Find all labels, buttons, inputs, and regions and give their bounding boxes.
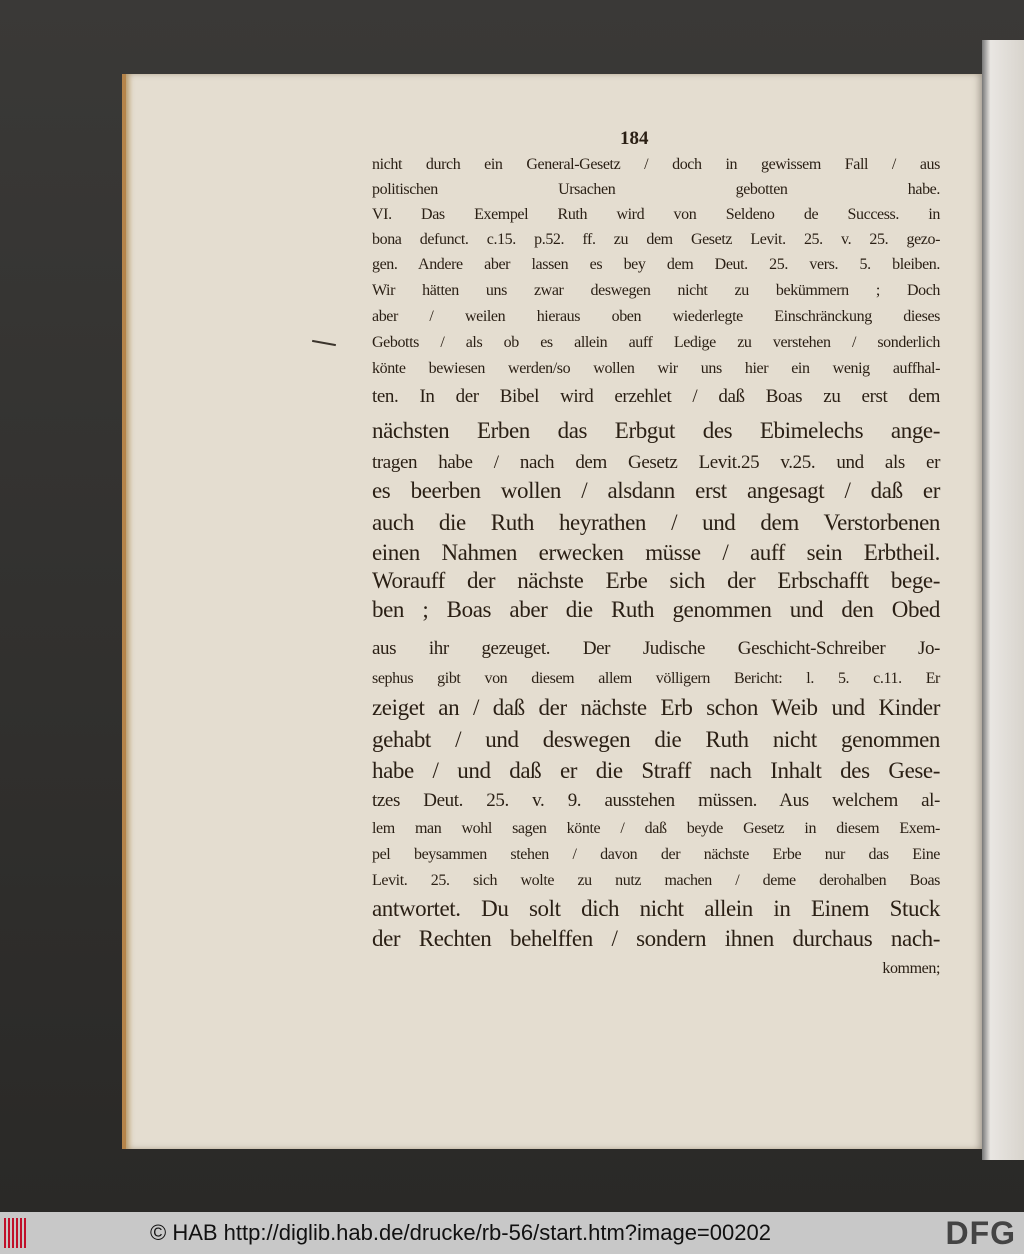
text-line: gen. Andere aber lassen es bey dem Deut. 25. vers. 5. bleiben. — [372, 256, 940, 273]
text-line: Gebotts / als ob es allein auff Ledige zu verstehen / sonderlich — [372, 334, 940, 351]
text-line: Levit. 25. sich wolte zu nutz machen / deme derohalben Boas — [372, 872, 940, 889]
text-line: tragen habe / nach dem Gesetz Levit.25 v.25. und als er — [372, 452, 940, 473]
catchword: kommen; — [882, 960, 940, 977]
text-line: ten. In der Bibel wird erzehlet / daß Boas zu erst dem — [372, 386, 940, 407]
text-line: Wir hätten uns zwar deswegen nicht zu bekümmern ; Doch — [372, 282, 940, 299]
text-line: bona defunct. c.15. p.52. ff. zu dem Gesetz Levit. 25. v. 25. gezo- — [372, 231, 940, 248]
text-line: antwortet. Du solt dich nicht allein in Einem Stuck — [372, 896, 940, 921]
text-line: zeiget an / daß der nächste Erb schon Weib und Kinder — [372, 695, 940, 720]
text-line: Worauff der nächste Erbe sich der Erbschafft bege- — [372, 568, 940, 593]
hab-logo-icon — [4, 1218, 26, 1248]
text-line: VI. Das Exempel Ruth wird von Seldeno de Success. in — [372, 206, 940, 223]
copyright-url[interactable]: © HAB http://diglib.hab.de/drucke/rb-56/start.htm?image=00202 — [150, 1220, 771, 1245]
text-line: der Rechten behelffen / sondern ihnen durchaus nach- — [372, 926, 940, 951]
text-line: pel beysammen stehen / davon der nächste Erbe nur das Eine — [372, 846, 940, 863]
text-line: politischen Ursachen gebotten habe. — [372, 181, 940, 198]
text-line: tzes Deut. 25. v. 9. ausstehen müssen. Aus welchem al- — [372, 790, 940, 811]
text-line: gehabt / und deswegen die Ruth nicht genommen — [372, 727, 940, 752]
text-line: nächsten Erben das Erbgut des Ebimelechs ange- — [372, 418, 940, 443]
text-line: auch die Ruth heyrathen / und dem Verstorbenen — [372, 510, 940, 535]
text-line: lem man wohl sagen könte / daß beyde Gesetz in diesem Exem- — [372, 820, 940, 837]
page-number: 184 — [620, 128, 649, 149]
facing-page-edge — [982, 40, 1024, 1160]
text-line: könte bewiesen werden/so wollen wir uns hier ein wenig auffhal- — [372, 360, 940, 377]
text-line: es beerben wollen / alsdann erst angesagt / daß er — [372, 478, 940, 503]
footer-bar — [0, 1212, 1024, 1254]
text-line: aus ihr gezeuget. Der Judische Geschicht-Schreiber Jo- — [372, 638, 940, 659]
text-line: nicht durch ein General-Gesetz / doch in gewissem Fall / aus — [372, 156, 940, 173]
text-line: sephus gibt von diesem allem völligern Bericht: l. 5. c.11. Er — [372, 670, 940, 687]
dfg-logo: DFG — [945, 1215, 1016, 1251]
text-line: ben ; Boas aber die Ruth genommen und den Obed — [372, 597, 940, 622]
text-line: habe / und daß er die Straff nach Inhalt des Gese- — [372, 758, 940, 783]
text-line: einen Nahmen erwecken müsse / auff sein Erbtheil. — [372, 540, 940, 565]
text-line: aber / weilen hieraus oben wiederlegte Einschränckung dieses — [372, 308, 940, 325]
